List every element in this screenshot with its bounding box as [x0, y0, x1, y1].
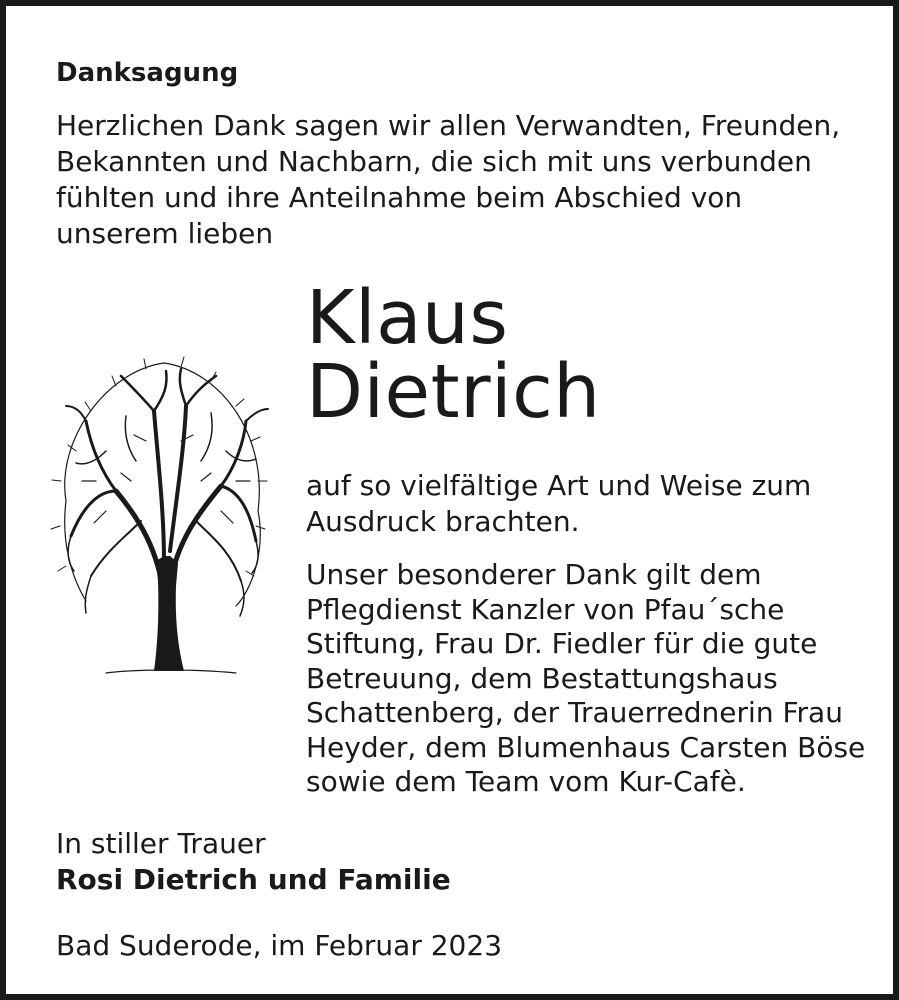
first-name: Klaus [306, 275, 509, 361]
tree-icon [46, 351, 276, 686]
paragraph-1: auf so vielfältige Art und Weise zum Ausdruck brachten. [306, 469, 812, 538]
closing-block [56, 826, 451, 898]
notice-heading: Danksagung [56, 58, 239, 88]
last-name: Dietrich [306, 349, 601, 435]
closing-line: In stiller Trauer [56, 827, 266, 860]
paragraph-2: Unser besonderer Dank gilt dem Pflegdienst Kanzler von Pfau´sche Stiftung, Frau Dr. Fiedler für die gute Betreuung, dem Bestattungshaus Schattenberg, der Trauerrednerin Frau Heyder, dem Blumenhaus Carsten Böse sowie dem Team vom Kur-Cafè. [306, 558, 866, 798]
family-signature: Rosi Dietrich und Familie [56, 863, 451, 896]
deceased-name [306, 275, 601, 435]
place-date: Bad Suderode, im Februar 2023 [56, 929, 503, 962]
intro-text: Herzlichen Dank sagen wir allen Verwandten, Freunden, Bekannten und Nachbarn, die sich mit uns verbunden fühlten und ihre Anteilnahme beim Abschied von unserem lieben [56, 109, 841, 250]
